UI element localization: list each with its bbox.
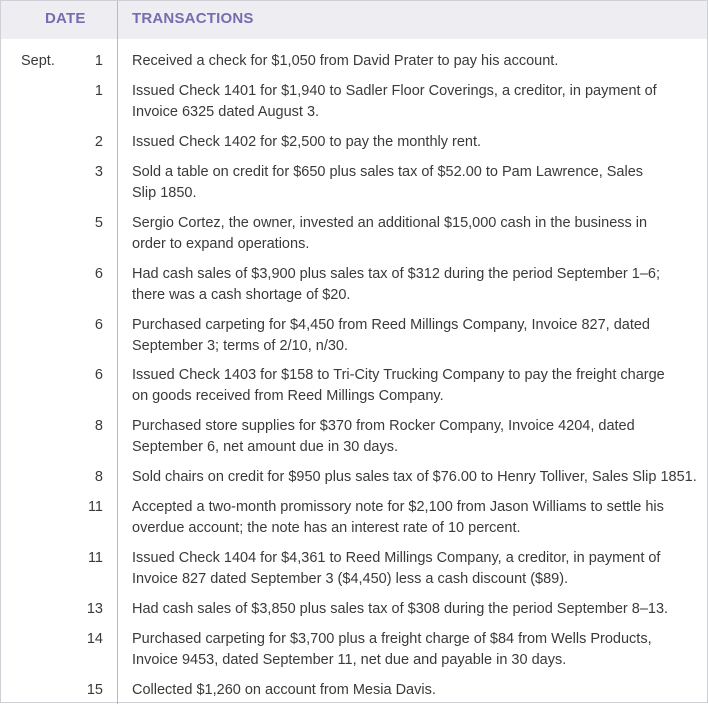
transaction-description [132, 213, 700, 255]
description-line: there was a cash shortage of $20. [132, 287, 351, 303]
transaction-description [132, 51, 700, 72]
transaction-description [132, 81, 700, 123]
description-line: Issued Check 1401 for $1,940 to Sadler Floor Coverings, a creditor, in payment of [132, 83, 657, 99]
day-cell: 6 [94, 317, 103, 333]
transaction-description [132, 629, 700, 671]
description-line: Sergio Cortez, the owner, invested an additional $15,000 cash in the business in [132, 215, 648, 231]
transaction-description [132, 416, 700, 458]
description-line: September 3; terms of 2/10, n/30. [132, 338, 349, 354]
description-line: Issued Check 1402 for $2,500 to pay the monthly rent. [132, 134, 482, 150]
description-line: Invoice 9453, dated September 11, net due and payable in 30 days. [132, 652, 567, 668]
description-line: Collected $1,260 on account from Mesia Davis. [132, 682, 436, 698]
description-line: Sold chairs on credit for $950 plus sales tax of $76.00 to Henry Tolliver, Sales Slip 1851. [132, 469, 697, 485]
day-cell: 8 [94, 418, 103, 434]
description-line: Accepted a two-month promissory note for $2,100 from Jason Williams to settle his [132, 499, 664, 515]
table-header [1, 1, 707, 39]
day-cell: 1 [94, 53, 103, 69]
description-line: Issued Check 1404 for $4,361 to Reed Millings Company, a creditor, in payment of [132, 550, 661, 566]
description-line: on goods received from Reed Millings Company. [132, 388, 444, 404]
transaction-description [132, 599, 700, 620]
transactions-column-header: TRANSACTIONS [132, 10, 254, 27]
description-line: Received a check for $1,050 from David Prater to pay his account. [132, 53, 559, 69]
month-label: Sept. [21, 53, 55, 69]
description-line: Slip 1850. [132, 185, 197, 201]
transaction-description [132, 680, 700, 701]
transaction-description [132, 548, 700, 590]
transaction-description [132, 264, 700, 306]
day-cell: 1 [94, 83, 103, 99]
description-line: Invoice 6325 dated August 3. [132, 104, 320, 120]
day-cell: 15 [86, 682, 103, 698]
day-cell: 5 [94, 215, 103, 231]
description-line: Purchased carpeting for $3,700 plus a freight charge of $84 from Wells Products, [132, 631, 652, 647]
transaction-description [132, 467, 700, 488]
description-line: Had cash sales of $3,850 plus sales tax of $308 during the period September 8–13. [132, 601, 669, 617]
description-line: Purchased carpeting for $4,450 from Reed Millings Company, Invoice 827, dated [132, 317, 650, 333]
description-line: Purchased store supplies for $370 from Rocker Company, Invoice 4204, dated [132, 418, 635, 434]
date-column-header: DATE [45, 10, 86, 27]
transaction-description [132, 132, 700, 153]
transaction-description [132, 365, 700, 407]
description-line: Invoice 827 dated September 3 ($4,450) less a cash discount ($89). [132, 571, 569, 587]
day-cell: 2 [94, 134, 103, 150]
transaction-description [132, 497, 700, 539]
day-cell: 11 [87, 550, 103, 566]
description-line: Issued Check 1403 for $158 to Tri-City Trucking Company to pay the freight charge [132, 367, 665, 383]
column-divider [117, 1, 118, 704]
transaction-description [132, 162, 700, 204]
transaction-description [132, 315, 700, 357]
day-cell: 6 [94, 266, 103, 282]
description-line: Sold a table on credit for $650 plus sales tax of $52.00 to Pam Lawrence, Sales [132, 164, 644, 180]
description-line: Had cash sales of $3,900 plus sales tax of $312 during the period September 1–6; [132, 266, 660, 282]
description-line: September 6, net amount due in 30 days. [132, 439, 399, 455]
day-cell: 8 [94, 469, 103, 485]
day-cell: 14 [86, 631, 103, 647]
day-cell: 11 [87, 499, 103, 515]
description-line: overdue account; the note has an interest rate of 10 percent. [132, 520, 521, 536]
day-cell: 3 [94, 164, 103, 180]
day-cell: 6 [94, 367, 103, 383]
description-line: order to expand operations. [132, 236, 310, 252]
day-cell: 13 [86, 601, 103, 617]
